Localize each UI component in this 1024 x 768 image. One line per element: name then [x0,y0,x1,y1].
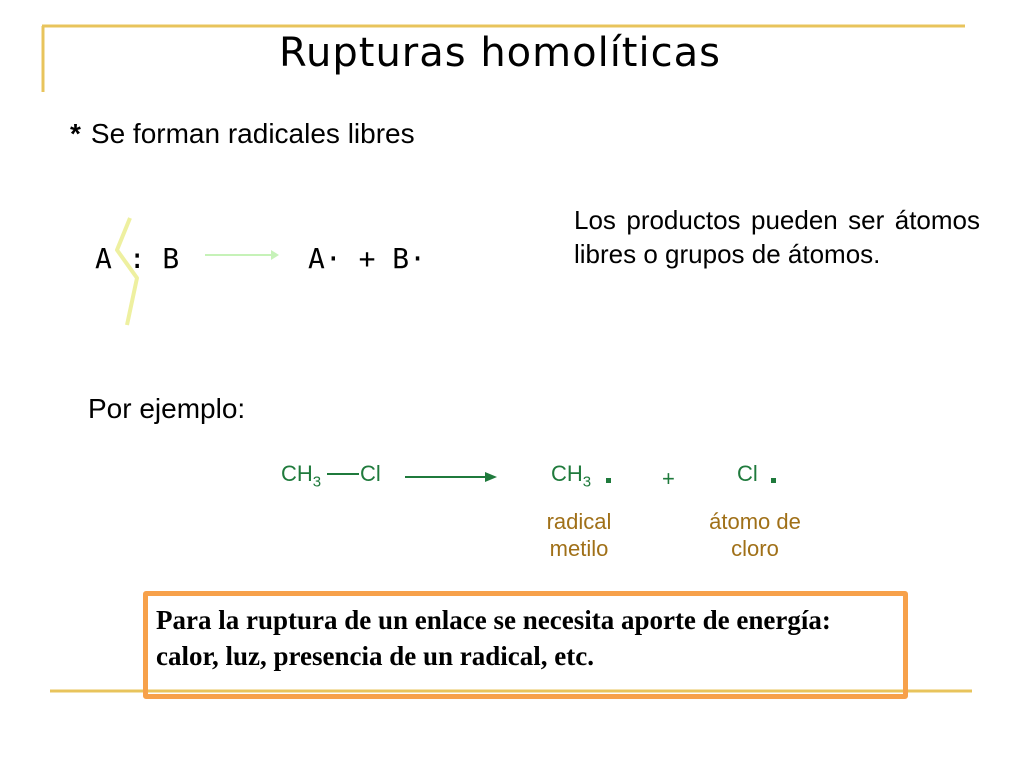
bullet-marker: * [70,118,81,149]
note-text: Para la ruptura de un enlace se necesita aporte de energía: calor, luz, presencia de un radical, etc. [156,605,831,671]
reactant-ab: A : B [95,242,180,275]
reactant-cl: Cl [360,461,381,486]
label-methyl-radical [524,508,634,562]
label-chlorine-line1: átomo de [709,509,801,534]
example-reactant [281,461,321,490]
reaction-arrow-light [205,247,280,263]
product-subscript: 3 [582,473,592,491]
products-description: Los productos pueden ser átomos libres o grupos de átomos. [574,205,980,269]
example-heading: Por ejemplo: [88,393,246,424]
slide-title: Rupturas homolíticas [279,30,721,76]
single-bond [327,472,361,478]
reactant-subscript: 3 [312,473,322,491]
label-methyl-line2: metilo [549,536,609,561]
product-ch: CH [551,461,583,486]
plus-sign: + [662,466,675,491]
radical-dot-methyl [606,478,611,483]
product-chlorine: Cl [737,461,758,486]
bullet-point [70,118,415,150]
reactant-ch: CH [281,461,313,486]
product-methyl [551,461,591,490]
reaction-arrow [405,469,497,485]
products-radicals: A· + B· [308,242,427,275]
label-methyl-line1: radical [546,509,612,534]
radical-dot-chlorine [771,478,776,483]
label-chlorine-atom [690,508,820,562]
bullet-text: Se forman radicales libres [90,118,415,149]
label-chlorine-line2: cloro [731,536,779,561]
